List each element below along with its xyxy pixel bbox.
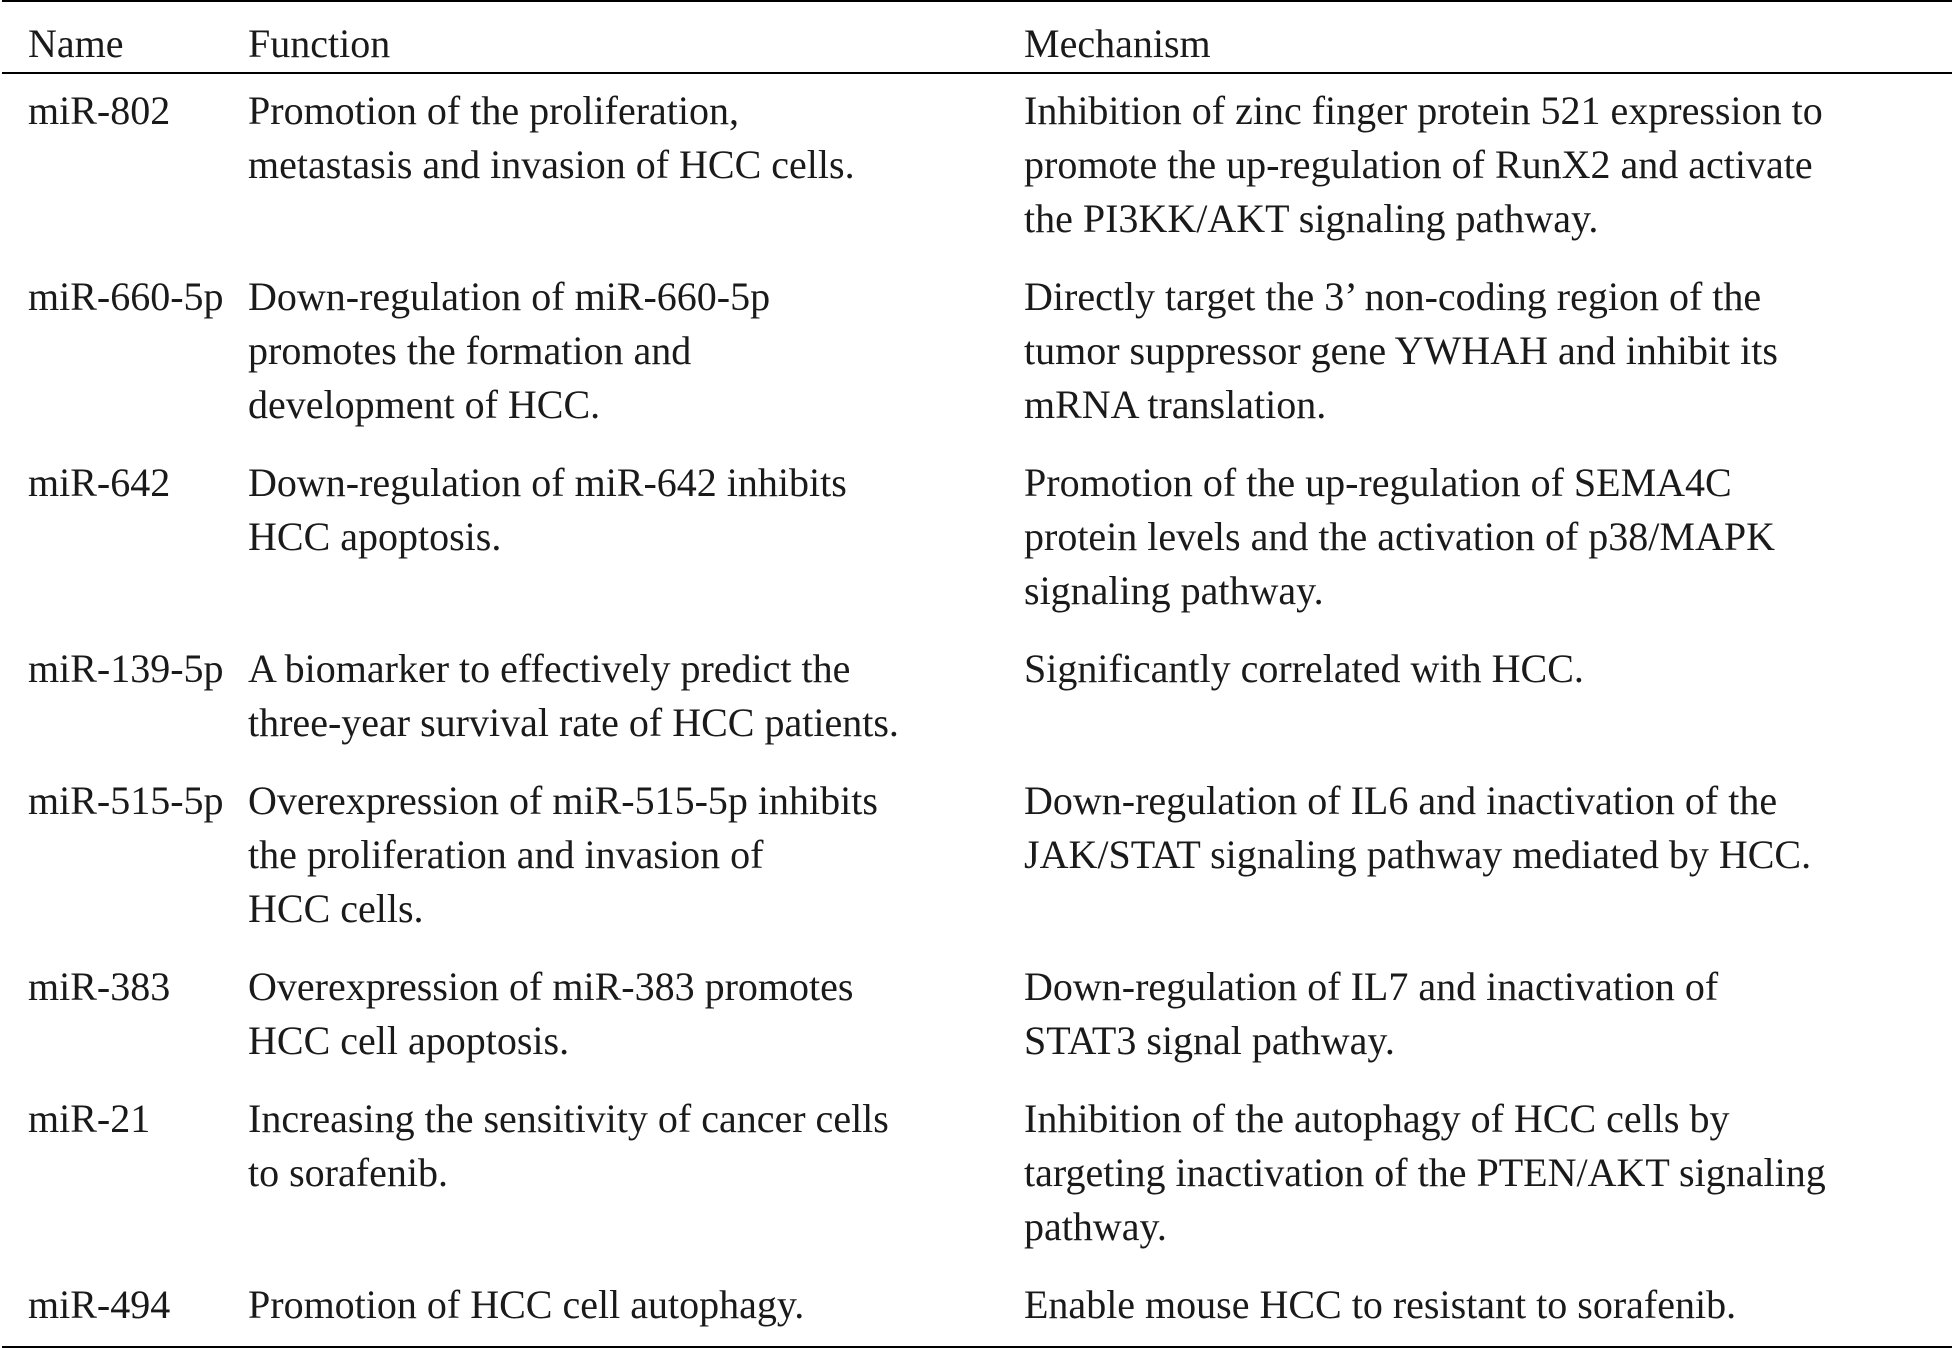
mechanism-text-line: Inhibition of the autophagy of HCC cells by: [1024, 1096, 1730, 1141]
table-row: [2, 73, 1952, 260]
mechanism-text-line: pathway.: [1024, 1204, 1167, 1249]
cell-mechanism: [996, 1082, 1952, 1268]
cell-name: miR-139-5p: [28, 646, 224, 691]
table-row: [2, 632, 1952, 764]
function-text-line: A biomarker to effectively predict the: [248, 646, 851, 691]
cell-name: miR-660-5p: [28, 274, 224, 319]
mechanism-text-line: Promotion of the up-regulation of SEMA4C: [1024, 460, 1732, 505]
cell-name: miR-21: [28, 1096, 151, 1141]
function-text-line: Down-regulation of miR-660-5p: [248, 274, 771, 319]
function-text-line: Overexpression of miR-383 promotes: [248, 964, 854, 1009]
cell-name: miR-494: [28, 1282, 171, 1327]
mechanism-text-line: Significantly correlated with HCC.: [1024, 646, 1584, 691]
cell-mechanism: [996, 73, 1952, 260]
header-mechanism: Mechanism: [1024, 21, 1211, 66]
function-text-line: to sorafenib.: [248, 1150, 448, 1195]
table-row: [2, 950, 1952, 1082]
mechanism-text-line: tumor suppressor gene YWHAH and inhibit its: [1024, 328, 1778, 373]
function-text-line: three-year survival rate of HCC patients.: [248, 700, 899, 745]
function-text-line: development of HCC.: [248, 382, 601, 427]
table-row: [2, 1268, 1952, 1347]
cell-mechanism: [996, 446, 1952, 632]
function-text-line: Increasing the sensitivity of cancer cells: [248, 1096, 889, 1141]
function-text-line: HCC cells.: [248, 886, 424, 931]
cell-mechanism: [996, 1268, 1952, 1347]
mechanism-text-line: mRNA translation.: [1024, 382, 1327, 427]
mechanism-text-line: Enable mouse HCC to resistant to sorafenib.: [1024, 1282, 1737, 1327]
function-text-line: promotes the formation and: [248, 328, 692, 373]
table-header-row: [2, 1, 1952, 73]
cell-mechanism: [996, 632, 1952, 764]
table-body: [2, 73, 1952, 1347]
mechanism-text-line: Down-regulation of IL7 and inactivation of: [1024, 964, 1719, 1009]
function-text-line: Down-regulation of miR-642 inhibits: [248, 460, 847, 505]
mechanism-text-line: the PI3KK/AKT signaling pathway.: [1024, 196, 1599, 241]
cell-mechanism: [996, 950, 1952, 1082]
mechanism-text-line: Directly target the 3’ non-coding region of the: [1024, 274, 1762, 319]
cell-function: [248, 446, 996, 632]
mechanism-text-line: targeting inactivation of the PTEN/AKT signaling: [1024, 1150, 1826, 1195]
cell-name: miR-515-5p: [28, 778, 224, 823]
table-row: [2, 260, 1952, 446]
cell-name: miR-642: [28, 460, 171, 505]
mechanism-text-line: JAK/STAT signaling pathway mediated by HCC.: [1024, 832, 1812, 877]
mechanism-text-line: signaling pathway.: [1024, 568, 1324, 613]
mechanism-text-line: protein levels and the activation of p38/MAPK: [1024, 514, 1775, 559]
mirna-table-container: [2, 0, 1952, 1348]
cell-mechanism: [996, 764, 1952, 950]
mechanism-text-line: Inhibition of zinc finger protein 521 expression to: [1024, 88, 1823, 133]
cell-function: [248, 950, 996, 1082]
mechanism-text-line: Down-regulation of IL6 and inactivation of the: [1024, 778, 1778, 823]
cell-name: miR-802: [28, 88, 171, 133]
table-row: [2, 446, 1952, 632]
cell-name: miR-383: [28, 964, 171, 1009]
cell-function: [248, 1082, 996, 1268]
function-text-line: Overexpression of miR-515-5p inhibits: [248, 778, 878, 823]
mechanism-text-line: STAT3 signal pathway.: [1024, 1018, 1395, 1063]
mirna-table: [2, 0, 1952, 1348]
cell-function: [248, 764, 996, 950]
header-name: Name: [28, 21, 124, 66]
cell-function: [248, 73, 996, 260]
cell-function: [248, 260, 996, 446]
function-text-line: Promotion of HCC cell autophagy.: [248, 1282, 805, 1327]
cell-mechanism: [996, 260, 1952, 446]
function-text-line: metastasis and invasion of HCC cells.: [248, 142, 855, 187]
function-text-line: the proliferation and invasion of: [248, 832, 764, 877]
mechanism-text-line: promote the up-regulation of RunX2 and activate: [1024, 142, 1813, 187]
header-function: Function: [248, 21, 391, 66]
function-text-line: HCC cell apoptosis.: [248, 1018, 570, 1063]
table-row: [2, 1082, 1952, 1268]
table-row: [2, 764, 1952, 950]
function-text-line: Promotion of the proliferation,: [248, 88, 740, 133]
cell-function: [248, 632, 996, 764]
cell-function: [248, 1268, 996, 1347]
function-text-line: HCC apoptosis.: [248, 514, 502, 559]
